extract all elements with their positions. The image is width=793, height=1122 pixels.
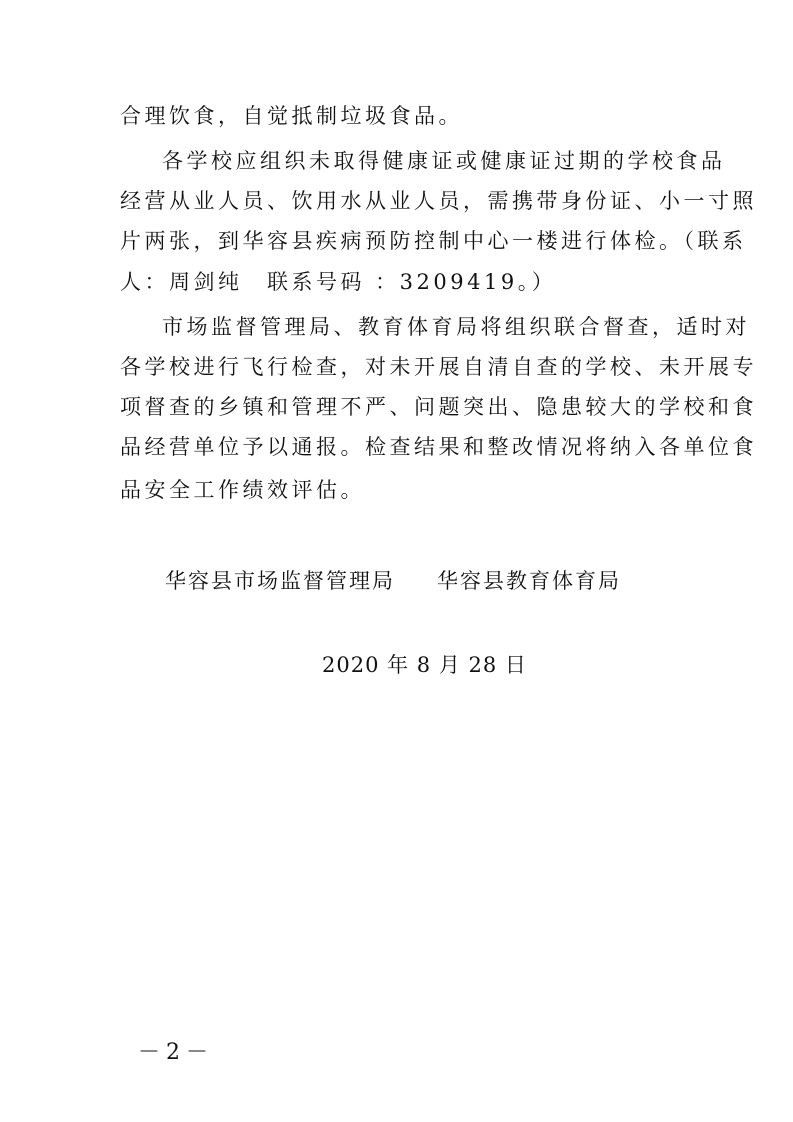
signature-education-sports-bureau: 华容县教育体育局 (437, 569, 621, 593)
body-line-5: 人：周剑纯 联系号码 ：3209419。） (120, 270, 557, 294)
body-line-9: 品经营单位予以通报。检查结果和整改情况将纳入各单位食 (120, 435, 757, 459)
signature-market-supervision-bureau: 华容县市场监督管理局 (165, 569, 395, 593)
body-line-3: 经营从业人员、饮用水从业人员，需携带身份证、小一寸照 (120, 189, 757, 213)
body-line-10: 品安全工作绩效评估。 (120, 478, 365, 502)
body-line-8: 项督查的乡镇和管理不严、问题突出、隐患较大的学校和食 (120, 395, 757, 419)
body-line-6: 市场监督管理局、教育体育局将组织联合督查，适时对 (162, 315, 750, 339)
signature-date: 2020 年 8 月 28 日 (322, 653, 527, 677)
page-number: －2－ (138, 1040, 214, 1065)
body-line-7: 各学校进行飞行检查，对未开展自清自查的学校、未开展专 (120, 355, 757, 379)
body-line-4: 片两张，到华容县疾病预防控制中心一楼进行体检。（联系 (120, 229, 747, 253)
body-line-1: 合理饮食，自觉抵制垃圾食品。 (120, 104, 463, 128)
body-line-2: 各学校应组织未取得健康证或健康证过期的学校食品 (162, 149, 726, 173)
